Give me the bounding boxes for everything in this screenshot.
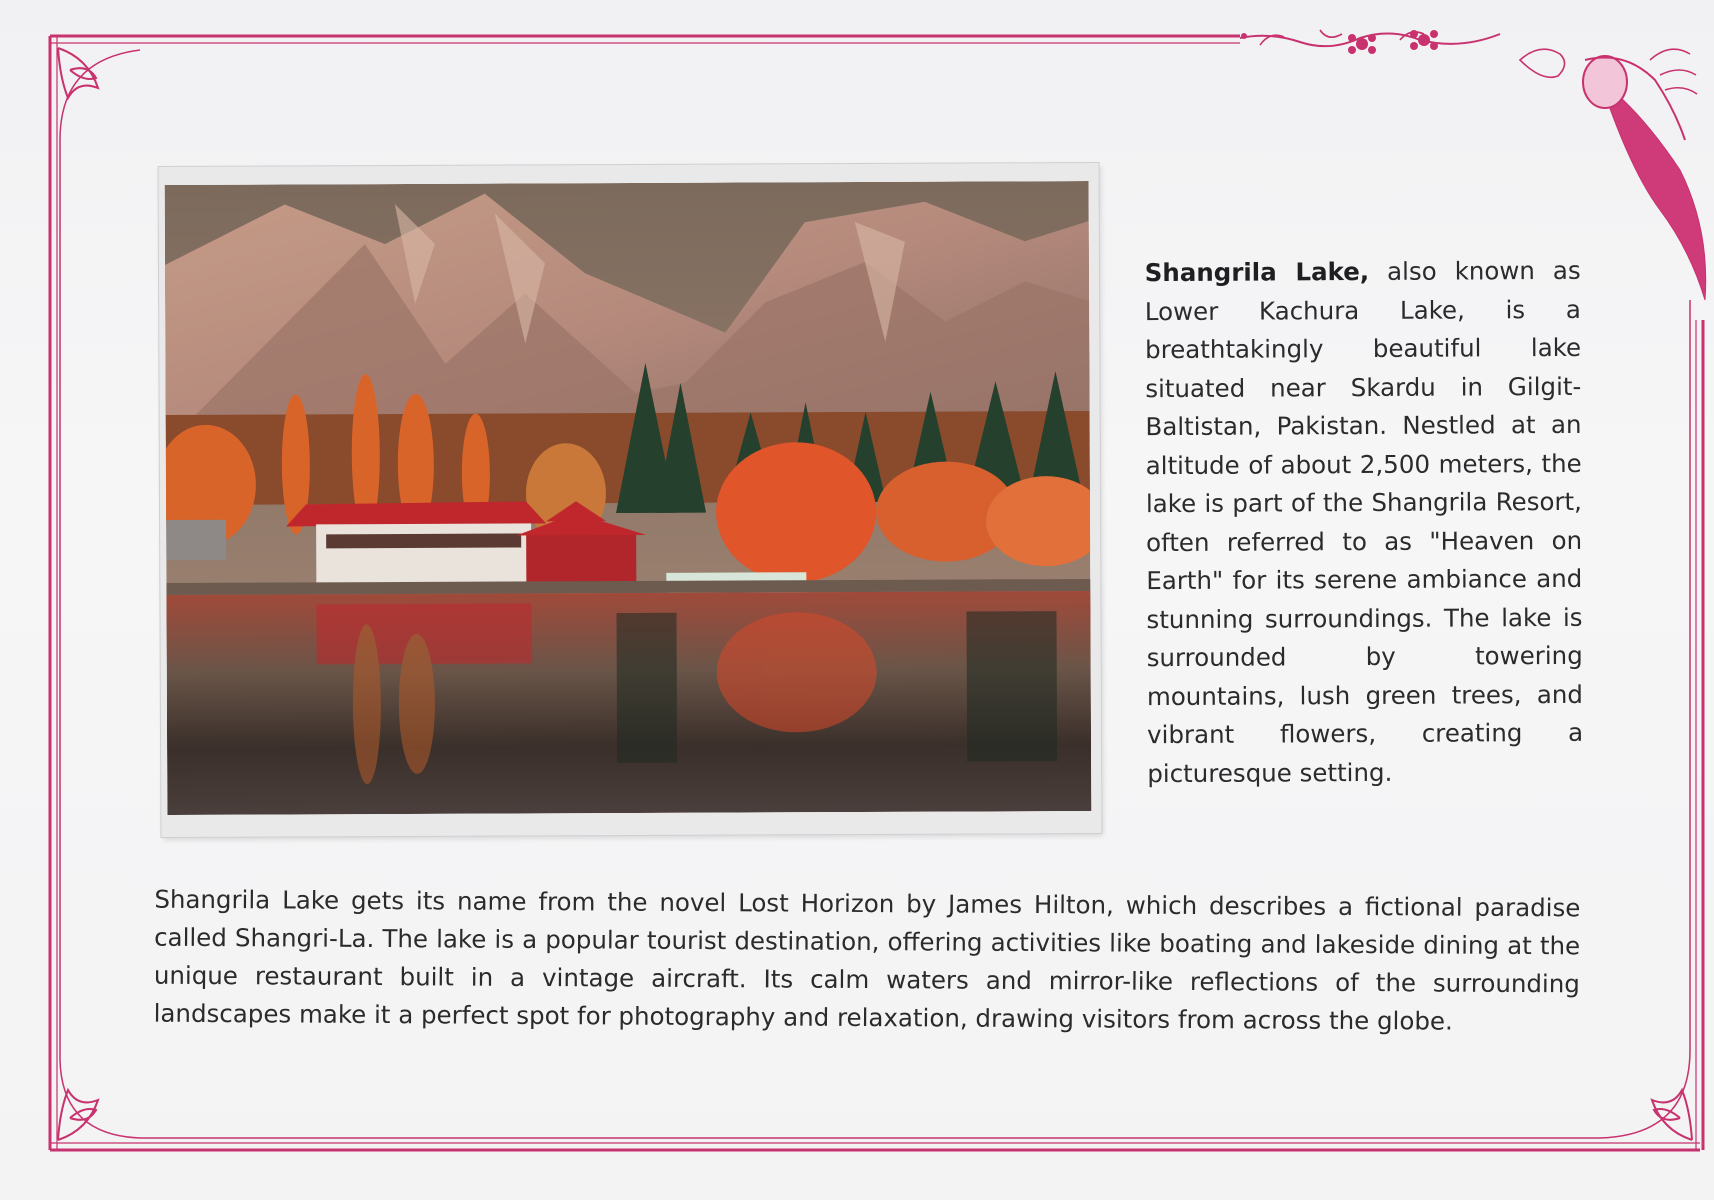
- lake-resort-photo: [165, 181, 1092, 815]
- side-paragraph-body: also known as Lower Kachura Lake, is a breathtakingly beautiful lake situated near Skardu in Gilgit-Baltistan, Pakistan. Nestled at an altitude of about 2,500 meters, the lake is part of the Shangrila Resort, often referred to as "Heaven on Earth" for its serene ambiance and stunning surroundings. The lake is surrounded by towering mountains, lush green trees, and vibrant flowers, creating a picturesque setting.: [1144, 255, 1584, 788]
- lead-title: Shangrila Lake,: [1144, 256, 1370, 287]
- photo-card: [159, 163, 1102, 837]
- bottom-paragraph: Shangrila Lake gets its name from the novel Lost Horizon by James Hilton, which describes a fictional paradise called Shangri-La. The lake is a popular tourist destination, offering activities like boating and lakeside dining at the unique restaurant built in a vintage aircraft. Its calm waters and mirror-like reflections of the surrounding landscapes make it a perfect spot for photography and relaxation, drawing visitors from across the globe.: [153, 884, 1581, 1036]
- photo-icon: [165, 181, 1092, 815]
- side-paragraph: [1145, 251, 1584, 792]
